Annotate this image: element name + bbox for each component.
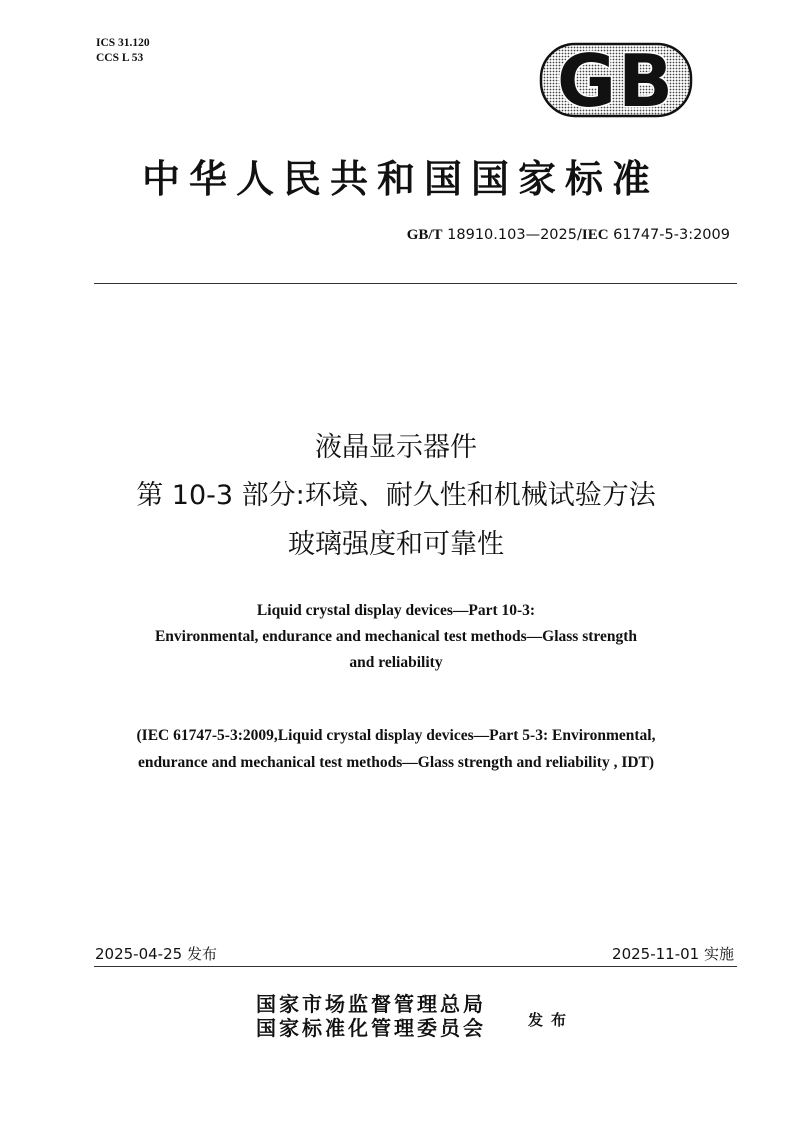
gb-logo-text: GB	[557, 40, 675, 120]
implement-date: 2025-11-01 实施	[612, 945, 734, 963]
english-title-line-2: Environmental, endurance and mechanical test methods—Glass strength	[154, 628, 638, 645]
standard-number	[407, 227, 730, 244]
ics-code: ICS 31.120	[96, 37, 150, 49]
english-title-line-1: Liquid crystal display devices—Part 10-3:	[256, 602, 536, 619]
classification-codes	[96, 36, 150, 66]
chinese-title-line-1: 液晶显示器件	[315, 432, 477, 463]
chinese-title-line-2: 第 10-3 部分:环境、耐久性和机械试验方法	[136, 480, 656, 511]
iec-number: 61747-5-3:2009	[613, 227, 730, 243]
footer-divider	[94, 966, 737, 967]
national-standard-title: 中华人民共和国国家标准	[141, 156, 659, 201]
issue-label: 发布	[528, 1011, 575, 1029]
idt-note-line-1: (IEC 61747-5-3:2009,Liquid crystal display devices—Part 5-3: Environmental,	[136, 727, 656, 744]
issuing-authorities	[256, 992, 486, 1040]
gb-logo	[537, 40, 695, 120]
chinese-title-line-3: 玻璃强度和可靠性	[288, 529, 504, 560]
issuer-sac: 国家标准化管理委员会	[256, 1016, 486, 1040]
idt-note-line-2: endurance and mechanical test methods—Glass strength and reliability , IDT)	[137, 754, 655, 771]
header-divider	[94, 283, 737, 284]
standard-number-value: 18910.103—2025/	[447, 227, 582, 243]
publish-date: 2025-04-25 发布	[95, 945, 217, 963]
english-title-line-3: and reliability	[349, 654, 443, 671]
ccs-code: CCS L 53	[96, 52, 144, 64]
issuer-samr: 国家市场监督管理总局	[256, 992, 486, 1016]
english-title	[0, 598, 792, 676]
standard-prefix: GB/T	[406, 227, 443, 243]
identical-adoption-note	[0, 722, 792, 776]
iec-prefix: IEC	[581, 227, 609, 243]
